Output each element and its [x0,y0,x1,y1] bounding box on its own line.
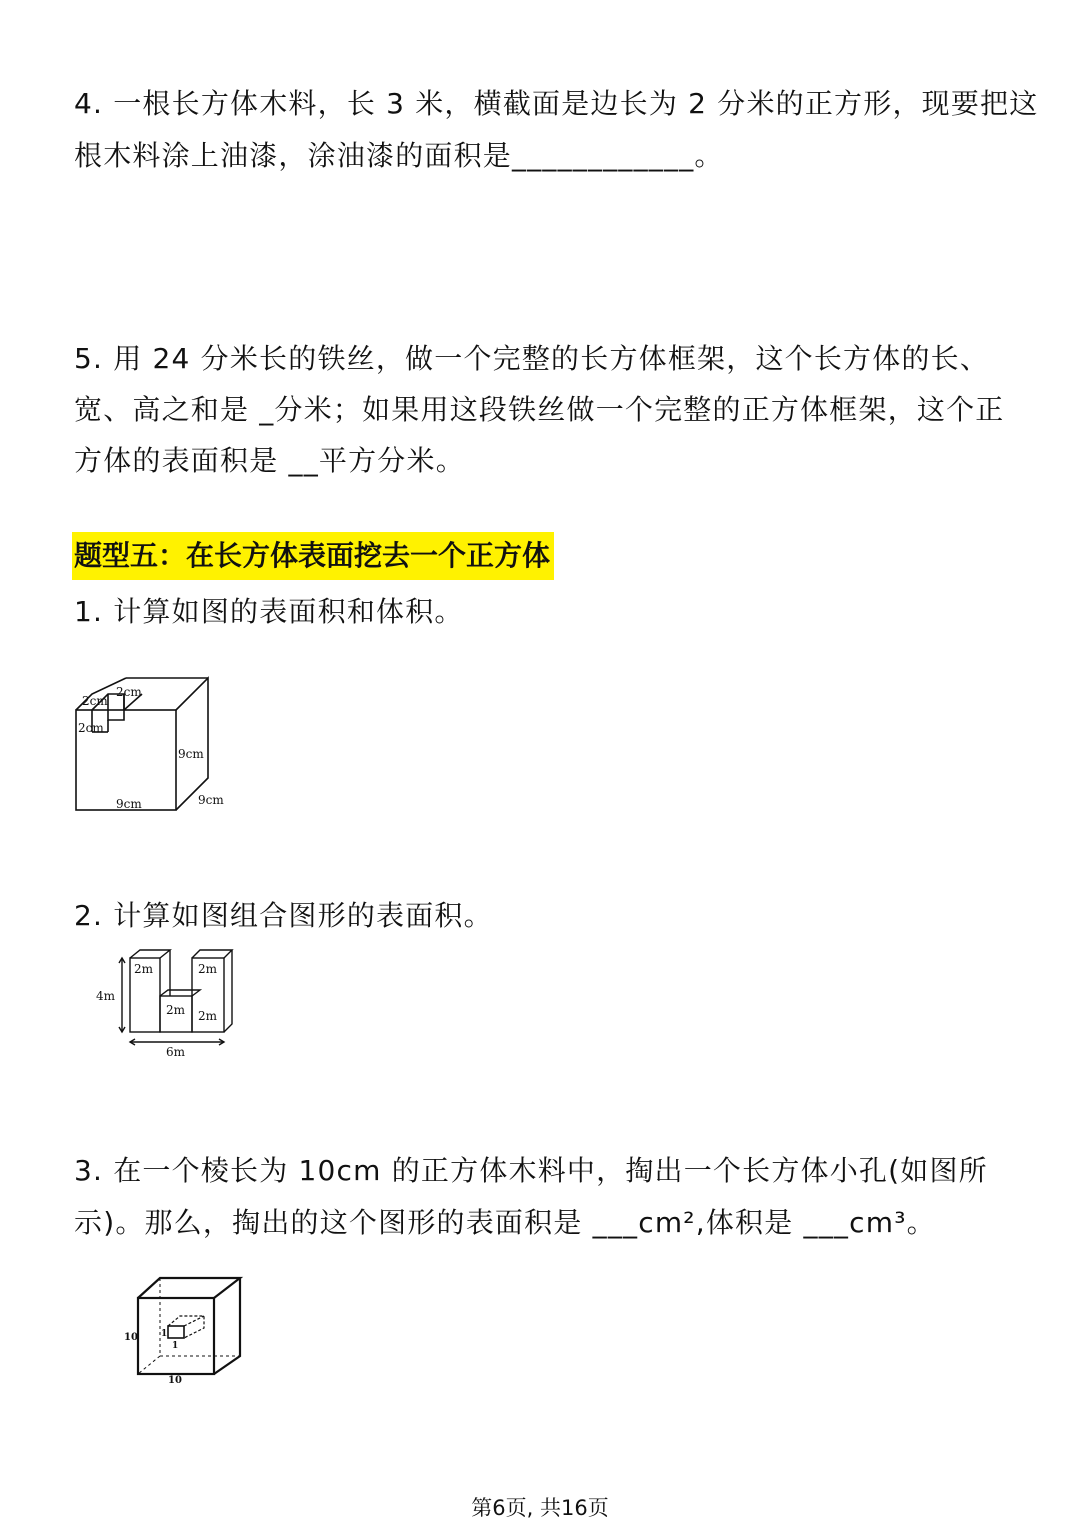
label-middle: 2m [166,1003,186,1017]
q5-line-3: 方体的表面积是 __平方分米。 [74,444,465,477]
page-footer: 第6页, 共16页 [471,1496,609,1520]
section-heading: 题型五：在长方体表面挖去一个正方体 [72,532,554,580]
label-notch-top-left: 2cm [82,694,108,708]
label-height: 4m [96,989,116,1003]
s5q3-line-1: 3. 在一个棱长为 10cm 的正方体木料中，掏出一个长方体小孔(如图所 [74,1154,988,1187]
label-notch-side: 2cm [78,721,104,735]
label-right-side: 2m [198,1009,218,1023]
label-hole-a: 1 [161,1329,168,1339]
label-edge-bottom: 10 [168,1375,182,1384]
cube-notch-figure [70,672,240,818]
q5-line-1: 5. 用 24 分米长的铁丝，做一个完整的长方体框架，这个长方体的长、 [74,342,990,375]
label-hole-b: 1 [172,1341,179,1351]
label-width: 9cm [116,797,142,811]
label-notch-top: 2cm [116,685,142,699]
label-right-top: 2m [198,962,218,976]
label-height: 9cm [178,747,204,761]
label-width: 6m [166,1045,186,1059]
s5q3-line-2: 示)。那么，掏出的这个图形的表面积是 ___cm²,体积是 ___cm³。 [74,1206,936,1239]
s5q2-text: 2. 计算如图组合图形的表面积。 [74,899,493,932]
q4-line-2: 根木料涂上油漆，涂油漆的面积是____________。 [74,139,724,172]
s5q1-text: 1. 计算如图的表面积和体积。 [74,595,464,628]
q5-line-2: 宽、高之和是 _分米；如果用这段铁丝做一个完整的正方体框架，这个正 [74,393,1005,426]
label-edge-side: 10 [124,1332,138,1343]
q4-line-1: 4. 一根长方体木料，长 3 米，横截面是边长为 2 分米的正方形，现要把这 [74,87,1039,120]
u-shape-figure [92,946,242,1062]
label-depth: 9cm [198,793,224,807]
label-left-top: 2m [134,962,154,976]
cube-hole-figure [118,1272,250,1384]
